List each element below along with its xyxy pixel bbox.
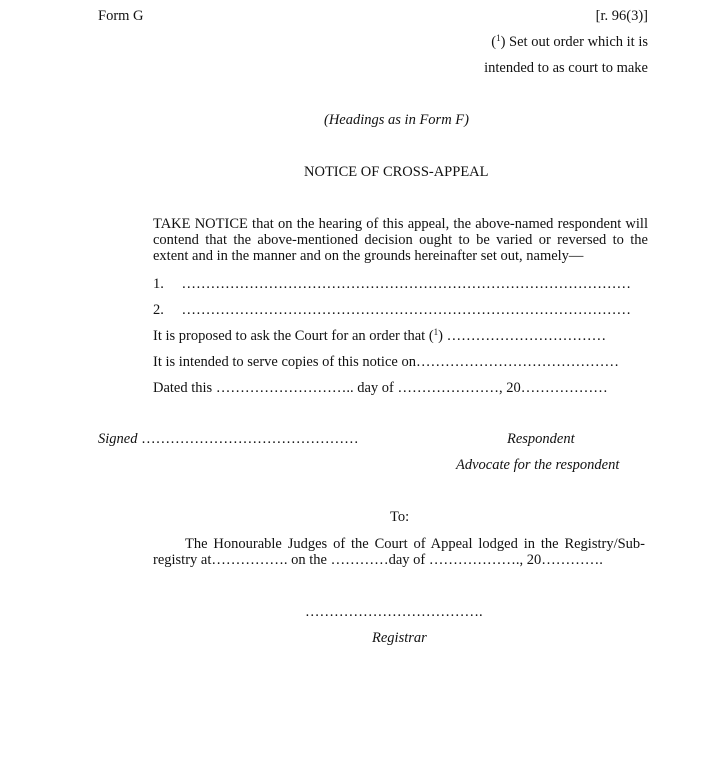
dated-line: Dated this ……………………….. day of …………………, 20……………… <box>153 380 608 396</box>
registrar-label: Registrar <box>372 630 427 646</box>
list-item-dots: ………………………………………………………………………………… <box>181 276 631 292</box>
headings-note: (Headings as in Form F) <box>324 112 469 128</box>
signed-line <box>98 431 359 448</box>
notice-paragraph: TAKE NOTICE that on the hearing of this appeal, the above-named respondent will contend that the above-mentioned decision ought to be varied or reversed to the extent and in the manner and on the grounds hereinafter set out, namely— <box>153 216 648 264</box>
footnote-line-2: intended to as court to make <box>484 60 648 76</box>
list-item-number: 1. <box>153 276 164 292</box>
list-item-number: 2. <box>153 302 164 318</box>
to-paragraph: The Honourable Judges of the Court of Appeal lodged in the Registry/Sub-registry at……………. on the …………day of ………………., 20…………. <box>153 536 645 568</box>
footnote-text-1: ) Set out order which it is <box>500 34 648 50</box>
document-title: NOTICE OF CROSS-APPEAL <box>304 164 489 180</box>
footnote-line-1 <box>491 34 648 51</box>
signed-dots: ……………………………………… <box>137 431 359 447</box>
proposed-order-line <box>153 328 606 345</box>
proposed-prefix: It is proposed to ask the Court for an order that ( <box>153 328 434 344</box>
list-item-2 <box>153 302 631 319</box>
list-item-dots: ………………………………………………………………………………… <box>181 302 631 318</box>
footnote-mark: 1 <box>496 33 501 43</box>
serve-copies-line: It is intended to serve copies of this notice on…………………………………… <box>153 354 619 370</box>
to-label: To: <box>390 509 410 525</box>
respondent-label: Respondent <box>507 431 575 447</box>
rule-reference: [r. 96(3)] <box>595 8 648 24</box>
proposed-suffix: ) …………………………… <box>438 328 607 344</box>
proposed-footnote-mark: 1 <box>433 327 439 337</box>
footnote-open-paren: ( <box>491 34 497 50</box>
list-item-1 <box>153 276 631 293</box>
registrar-signature-dots: ………………………………. <box>305 604 483 620</box>
advocate-label: Advocate for the respondent <box>456 457 620 473</box>
signed-label: Signed <box>98 431 138 447</box>
form-label: Form G <box>98 8 144 24</box>
